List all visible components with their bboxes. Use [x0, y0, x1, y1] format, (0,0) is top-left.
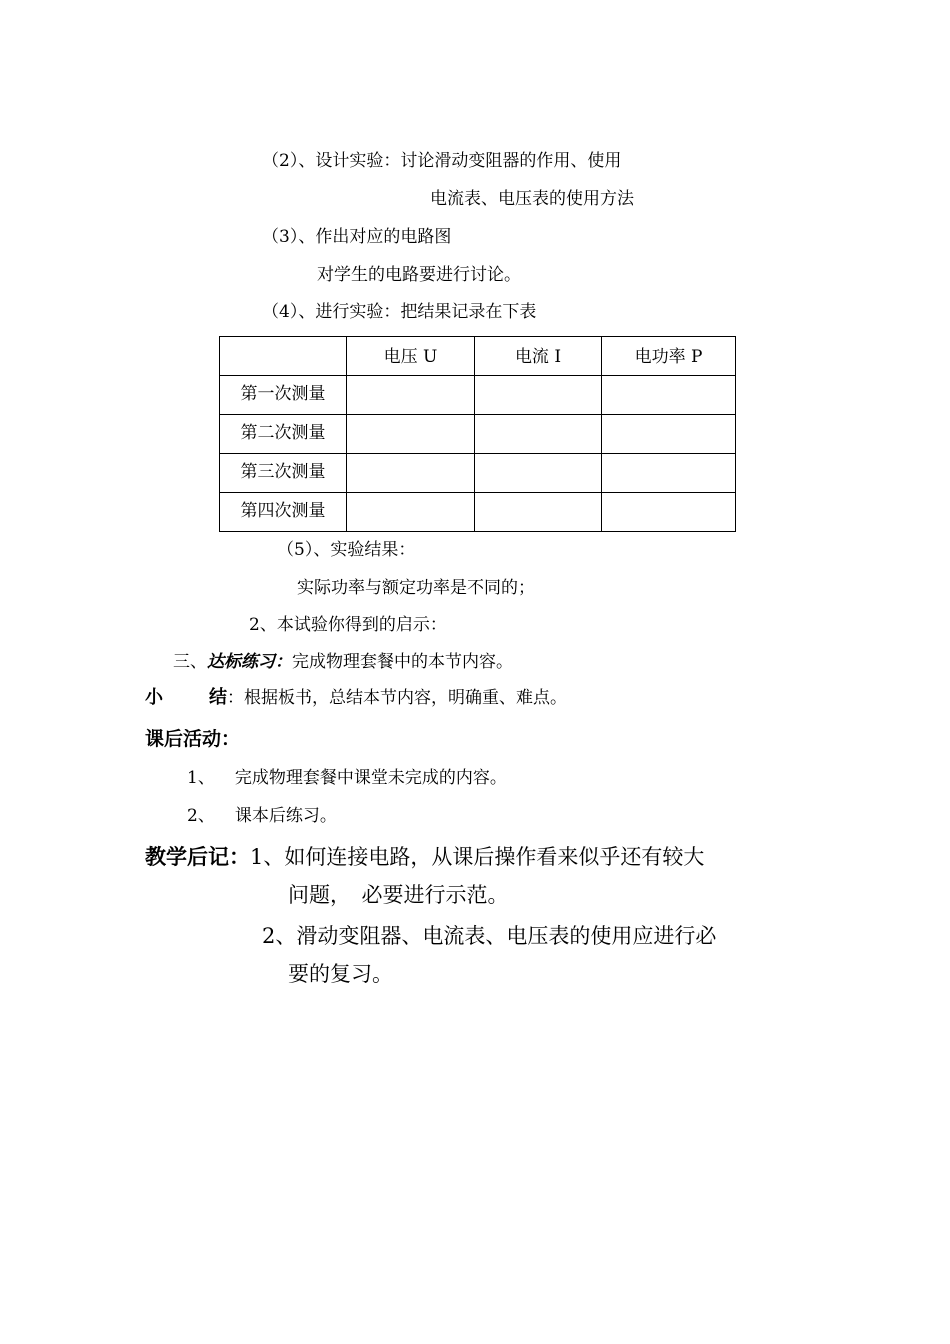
activity-text: 完成物理套餐中课堂未完成的内容。	[234, 768, 507, 788]
postscript-item1-line2: 问题， 必要进行示范。	[288, 883, 509, 907]
activity-item	[187, 805, 337, 827]
table-row	[220, 376, 736, 415]
table-cell	[475, 493, 602, 532]
table-row	[220, 454, 736, 493]
table-header-voltage: 电压 U	[347, 337, 475, 376]
table-cell	[475, 376, 602, 415]
summary-text: ：根据板书，总结本节内容，明确重、难点。	[227, 688, 567, 708]
table-row	[220, 415, 736, 454]
table-header-power: 电功率 P	[602, 337, 736, 376]
table-row-label: 第三次测量	[220, 454, 347, 493]
postscript-item2-line2: 要的复习。	[288, 962, 393, 986]
postscript-line1	[145, 844, 704, 870]
activity-text: 课本后练习。	[234, 806, 337, 826]
activity-number: 2、	[187, 806, 215, 826]
result-conclusion: 实际功率与额定功率是不同的；	[297, 578, 535, 598]
table-cell	[347, 415, 475, 454]
summary-label-a: 小	[145, 687, 163, 708]
table-cell	[475, 415, 602, 454]
table-cell	[347, 493, 475, 532]
step3-line1: （3）、作出对应的电路图	[262, 227, 452, 247]
table-cell	[602, 415, 736, 454]
table-header-current: 电流 I	[475, 337, 602, 376]
activities-title: 课后活动：	[145, 728, 241, 750]
table-cell	[602, 493, 736, 532]
table-cell	[347, 454, 475, 493]
table-header-row	[220, 337, 736, 376]
table-cell	[602, 454, 736, 493]
practice-label: 达标练习：	[207, 652, 292, 672]
summary-line	[145, 687, 567, 709]
step3-line2: 对学生的电路要进行讨论。	[317, 265, 521, 285]
postscript-item2-line1: 2、滑动变阻器、电流表、电压表的使用应进行必	[262, 924, 717, 948]
table-row-label: 第四次测量	[220, 493, 347, 532]
summary-label-b: 结	[209, 687, 227, 708]
step2-line2: 电流表、电压表的使用方法	[430, 189, 634, 209]
practice-text: 完成物理套餐中的本节内容。	[292, 652, 513, 672]
table-cell	[475, 454, 602, 493]
step5-title: （5）、实验结果：	[277, 540, 416, 560]
step2-line1: （2）、设计实验：讨论滑动变阻器的作用、使用	[262, 151, 622, 171]
activity-number: 1、	[187, 768, 215, 788]
measurement-table	[219, 336, 736, 532]
postscript-item1-line1: 1、如何连接电路，从课后操作看来似乎还有较大	[250, 845, 705, 869]
practice-line	[173, 651, 513, 673]
table-row-label: 第二次测量	[220, 415, 347, 454]
step4-line1: （4）、进行实验：把结果记录在下表	[262, 302, 537, 322]
table-header-cell	[220, 337, 347, 376]
practice-prefix: 三、	[173, 652, 207, 672]
postscript-label: 教学后记：	[145, 845, 250, 869]
table-cell	[602, 376, 736, 415]
table-row	[220, 493, 736, 532]
table-row-label: 第一次测量	[220, 376, 347, 415]
activity-item	[187, 767, 507, 789]
table-cell	[347, 376, 475, 415]
result-inspiration: 2、本试验你得到的启示：	[249, 615, 447, 635]
